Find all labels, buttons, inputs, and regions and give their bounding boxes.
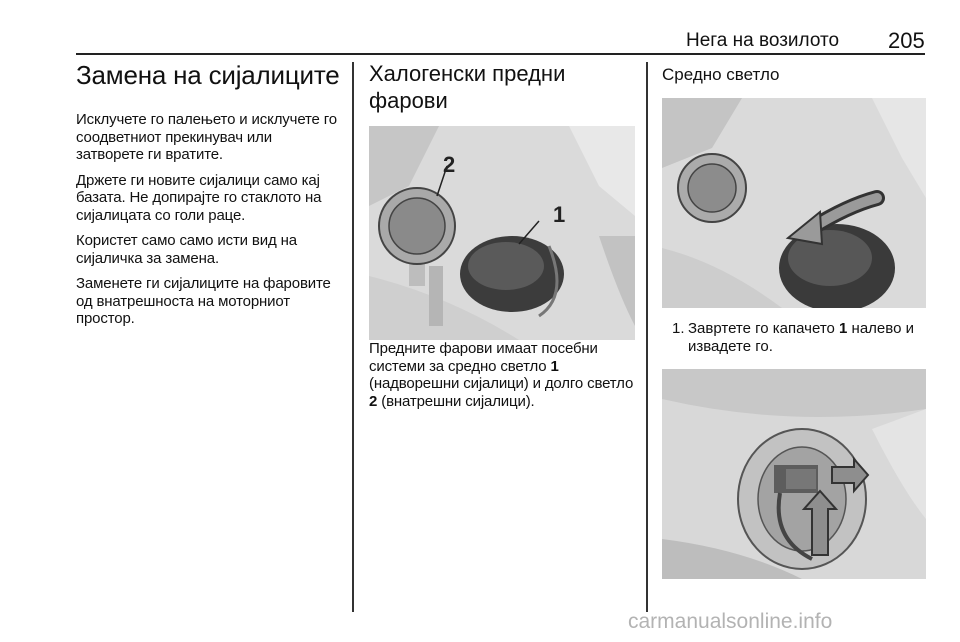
paragraph-engine-compartment: Заменете ги сијалиците на фаровите од внатрешноста на моторниот простор. [76, 275, 331, 327]
halogen-headlights-title: Халогенски предни фарови [369, 61, 566, 113]
step-1 [662, 320, 928, 355]
column-low-beam [662, 60, 928, 579]
header-rule [76, 53, 925, 55]
figure-callout-1: 1 [553, 202, 566, 227]
figure-callout-2: 2 [443, 152, 456, 177]
caption-text-3: (внатрешни сијалици). [377, 392, 535, 410]
paragraph-hold-bulbs: Држете ги новите сијалици само кај базата. Не допирајте го стаклото на сијалицата со голи раце. [76, 171, 322, 224]
low-beam-title: Средно светло [662, 65, 780, 84]
step-text-a: Завртете го капачето [688, 320, 840, 337]
paragraph-same-type: Користет само само исти вид на сијаличка за замена. [76, 232, 297, 267]
column-divider-1 [352, 62, 354, 612]
column-bulb-replacement [76, 60, 340, 336]
step-text-b: налево и извадете го. [688, 320, 914, 355]
step-ref: 1 [839, 320, 848, 337]
halogen-caption [369, 340, 635, 410]
caption-text-1: Предните фарови имаат посебни системи за средно светло [369, 340, 598, 375]
column-halogen-headlights [369, 60, 635, 418]
low-beam-cap-illustration [662, 98, 926, 308]
column-divider-2 [646, 62, 648, 612]
section-title: Замена на сијалиците [76, 60, 340, 90]
headlight-rear-illustration [369, 126, 635, 340]
paragraph-ignition: Исклучете го палењето и исклучете го соодветниот прекинувач или затворете ги вратите. [76, 111, 337, 163]
header-section-name: Нега на возилото [686, 30, 840, 51]
caption-ref-2: 2 [369, 392, 378, 410]
caption-ref-1: 1 [550, 357, 559, 375]
caption-text-2: (надворешни сијалици) и долго светло [369, 375, 634, 392]
bulb-removal-illustration [662, 369, 926, 579]
watermark: carmanualsonline.info [628, 610, 833, 633]
page-number: 205 [888, 28, 925, 53]
step-number: 1. [672, 320, 685, 337]
